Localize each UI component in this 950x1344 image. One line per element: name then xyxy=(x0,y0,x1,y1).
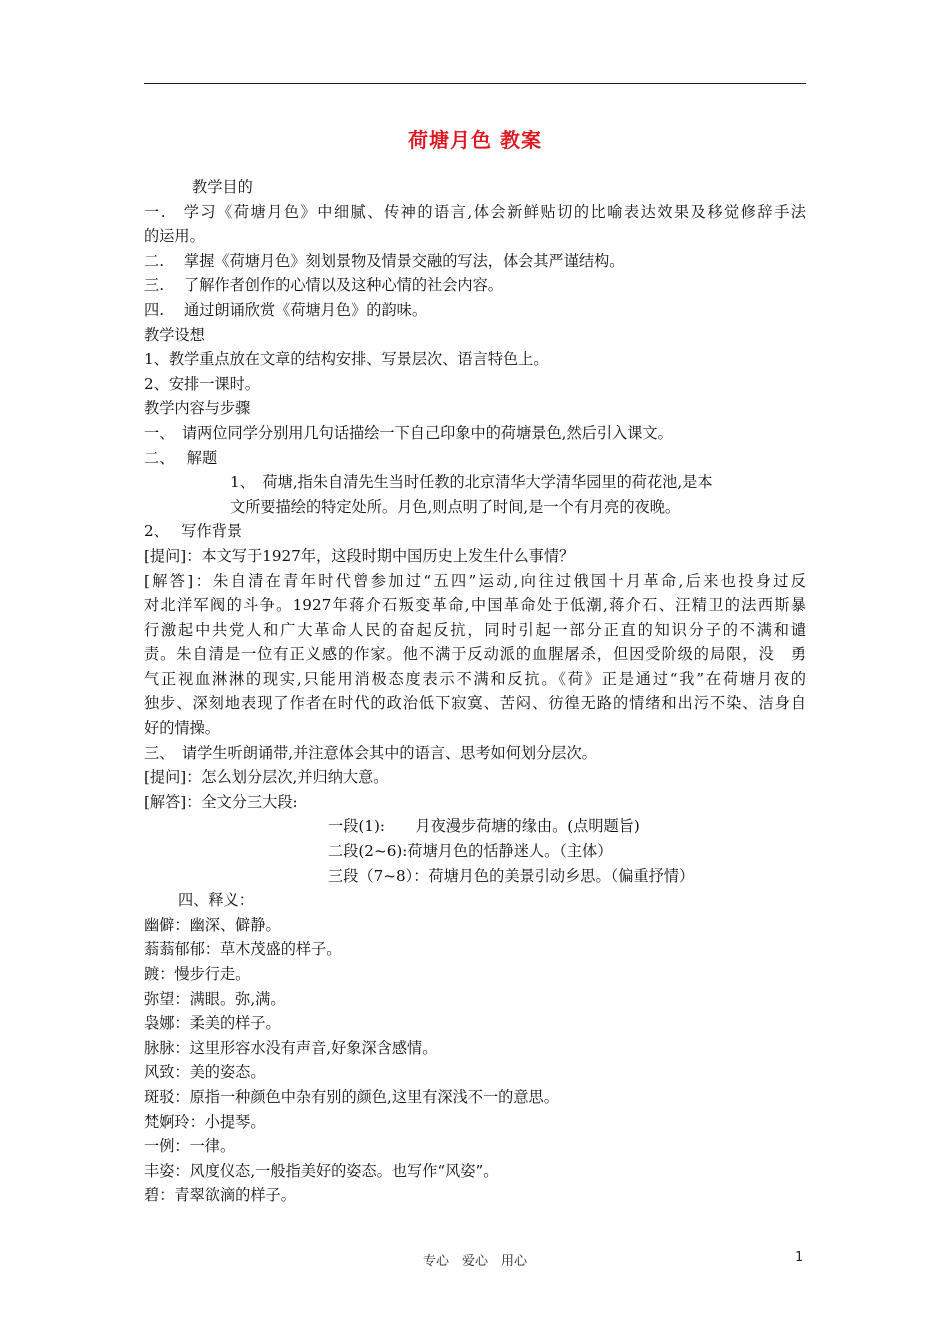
header-rule xyxy=(144,83,806,84)
text-line: 一例：一律。 xyxy=(144,1137,236,1156)
text-line: [解答]：朱自清在青年时代曾参加过“五四”运动,向往过俄国十月革命,后来也投身过反 xyxy=(144,571,806,590)
text-line: 行激起中共党人和广大革命人民的奋起反抗，同时引起一部分正直的知识分子的不满和谴 xyxy=(144,620,806,639)
text-line: 一段(1): 月夜漫步荷塘的缘由。(点明题旨) xyxy=(328,817,640,836)
text-line: 斑驳：原指一种颜色中杂有别的颜色,这里有深浅不一的意思。 xyxy=(144,1087,559,1106)
text-line: 对北洋军阀的斗争。1927年蒋介石叛变革命,中国革命处于低潮,蒋介石、汪精卫的法西斯暴 xyxy=(144,596,806,615)
text-line: 踱：慢步行走。 xyxy=(144,965,251,983)
text-line: 1、教学重点放在文章的结构安排、写景层次、语言特色上。 xyxy=(144,350,549,369)
text-line: 教学目的 xyxy=(192,178,253,196)
text-line: 一. 学习《荷塘月色》中细腻、传神的语言,体会新鲜贴切的比喻表达效果及移觉修辞手法 xyxy=(144,202,806,221)
document-title: 荷塘月色 教案 xyxy=(408,128,542,152)
text-line: 二. 掌握《荷塘月色》刻划景物及情景交融的写法，体会其严谨结构。 xyxy=(144,251,625,270)
text-line: 二、 解题 xyxy=(144,448,218,467)
text-line: [提问]：本文写于1927年，这段时期中国历史上发生什么事情？ xyxy=(144,546,575,565)
text-line: 一、 请两位同学分别用几句话描绘一下自己印象中的荷塘景色,然后引入课文。 xyxy=(144,423,673,442)
text-line: [提问]：怎么划分层次,并归纳大意。 xyxy=(144,768,389,787)
text-line: 丰姿：风度仪态,一般指美好的姿态。也写作“风姿”。 xyxy=(144,1161,499,1180)
text-line: 风致：美的姿态。 xyxy=(144,1063,266,1082)
text-line: 教学内容与步骤 xyxy=(144,399,251,418)
text-line: 碧：青翠欲滴的样子。 xyxy=(144,1186,296,1205)
document-body xyxy=(144,175,806,1208)
page-number: 1 xyxy=(795,1250,804,1265)
text-line: 的运用。 xyxy=(144,227,205,246)
text-line: 袅娜：柔美的样子。 xyxy=(144,1014,281,1033)
text-line: 三段（7~8）：荷塘月色的美景引动乡思。（偏重抒情） xyxy=(328,866,695,885)
text-line: 1、 荷塘,指朱自清先生当时任教的北京清华大学清华园里的荷花池,是本 xyxy=(230,473,713,492)
text-line: 梵婀玲：小提琴。 xyxy=(144,1112,266,1131)
text-line: 四. 通过朗诵欣赏《荷塘月色》的韵味。 xyxy=(144,300,428,319)
text-line: 气正视血淋淋的现实,只能用消极态度表示不满和反抗。《荷》正是通过“我”在荷塘月夜的 xyxy=(144,669,806,688)
text-line: 独步、深刻地表现了作者在时代的政治低下寂寞、苦闷、彷徨无路的情绪和出污不染、洁身自 xyxy=(144,694,806,713)
text-line: 责。朱自清是一位有正义感的作家。他不满于反动派的血腥屠杀，但因受阶级的局限，没 勇 xyxy=(144,645,806,664)
text-line: 二段(2~6):荷塘月色的恬静迷人。（主体） xyxy=(328,842,613,861)
text-line: [解答]：全文分三大段: xyxy=(144,792,298,811)
text-line: 教学设想 xyxy=(144,325,205,344)
text-line: 四、释义： xyxy=(178,891,254,910)
page-footer: 专心 爱心 用心 xyxy=(422,1254,527,1269)
text-line: 好的情操。 xyxy=(144,719,220,738)
text-line: 文所要描绘的特定处所。月色,则点明了时间,是一个有月亮的夜晚。 xyxy=(230,497,681,516)
text-line: 蓊蓊郁郁：草木茂盛的样子。 xyxy=(144,940,342,959)
text-line: 弥望：满眼。弥,满。 xyxy=(144,989,286,1008)
text-line: 三、 请学生听朗诵带,并注意体会其中的语言、思考如何划分层次。 xyxy=(144,743,597,762)
text-line: 幽僻：幽深、僻静。 xyxy=(144,915,281,934)
text-line: 三. 了解作者创作的心情以及这种心情的社会内容。 xyxy=(144,276,503,295)
text-line: 脉脉：这里形容水没有声音,好象深含感情。 xyxy=(144,1038,438,1057)
text-line: 2、 写作背景 xyxy=(144,522,243,541)
text-line: 2、安排一课时。 xyxy=(144,374,260,393)
